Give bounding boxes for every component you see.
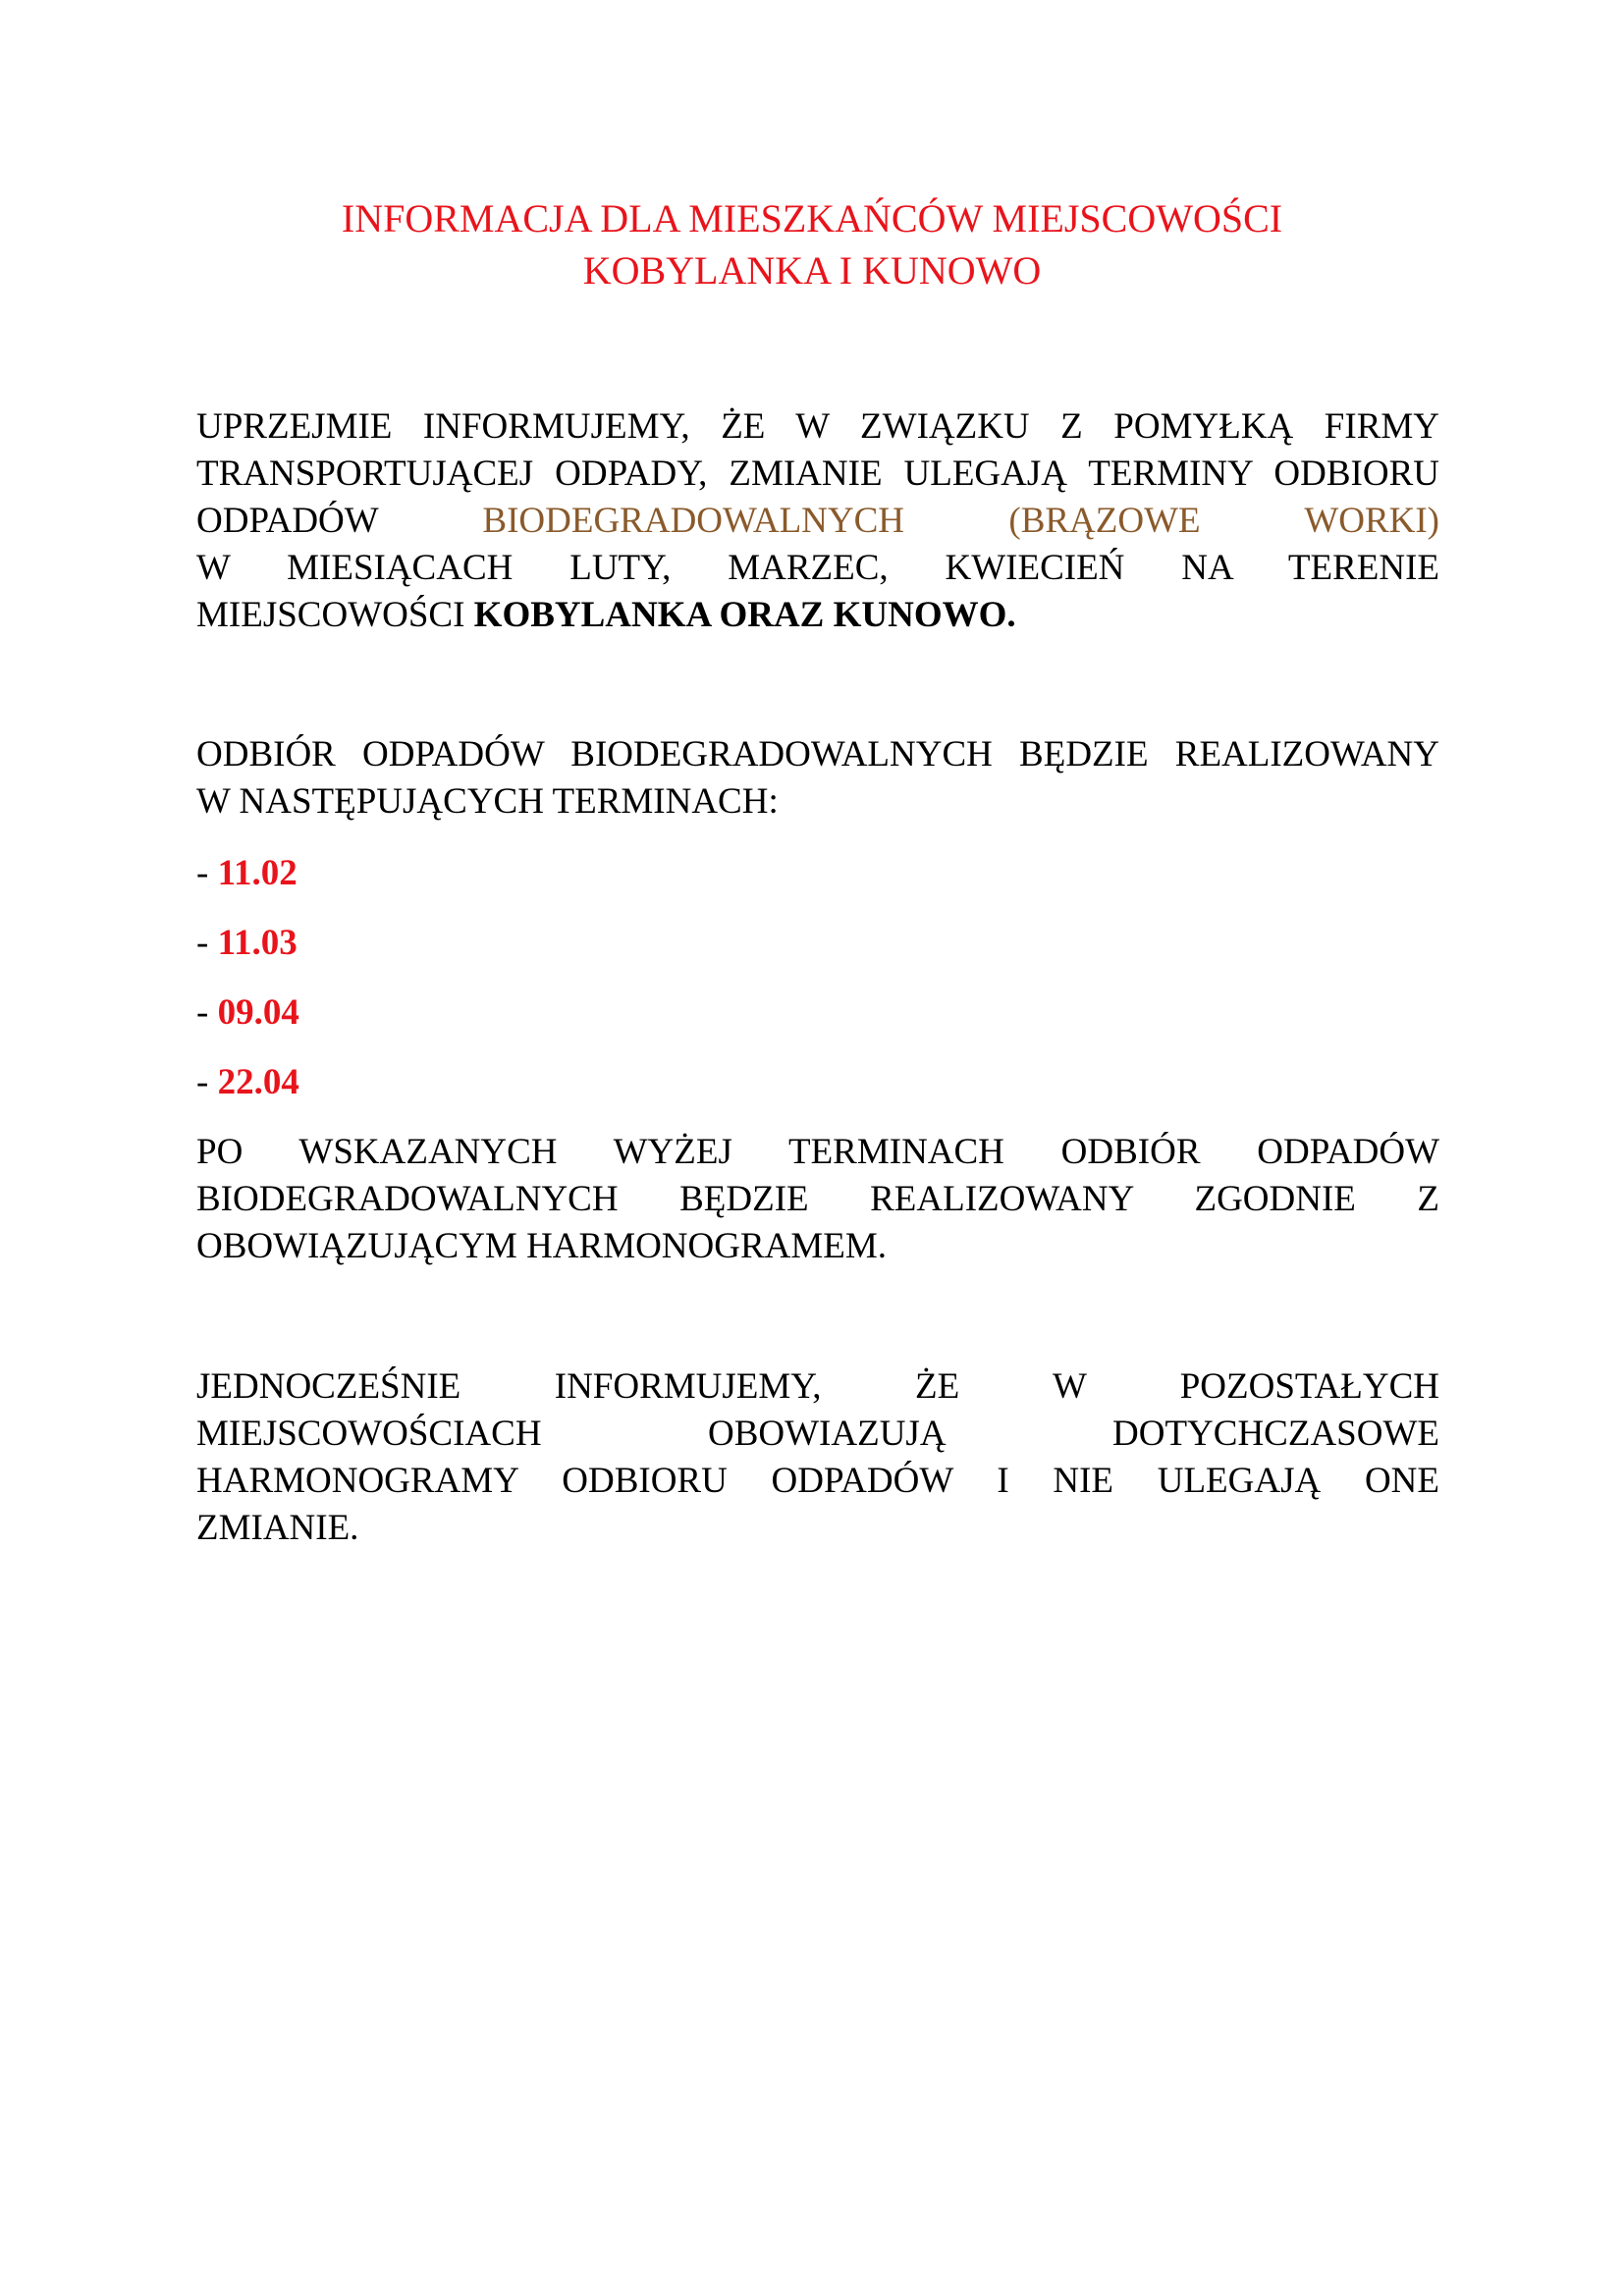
closing-line-1: JEDNOCZEŚNIE INFORMUJEMY, ŻE W POZOSTAŁYCH — [196, 1366, 1439, 1407]
date-dash: - — [196, 923, 218, 963]
intro-line-4: W MIESIĄCACH LUTY, MARZEC, KWIECIEŃ NA TERENIE — [196, 548, 1439, 588]
closing-line-2: MIEJSCOWOŚCIACH OBOWIAZUJĄ DOTYCHCZASOWE — [196, 1414, 1439, 1454]
intro-line-3-prefix: ODPADÓW — [196, 501, 379, 541]
schedule-intro-line-1: ODBIÓR ODPADÓW BIODEGRADOWALNYCH BĘDZIE REALIZOWANY — [196, 734, 1439, 774]
after-dates-line-3: OBOWIĄZUJĄCYM HARMONOGRAMEM. — [196, 1226, 888, 1266]
closing-line-4: ZMIANIE. — [196, 1508, 359, 1548]
intro-line-2: TRANSPORTUJĄCEJ ODPADY, ZMIANIE ULEGAJĄ TERMINY ODBIORU — [196, 454, 1439, 494]
date-value: 22.04 — [217, 1062, 299, 1102]
date-item — [196, 920, 298, 967]
date-dash: - — [196, 853, 218, 893]
title-line-2: KOBYLANKA I KUNOWO — [582, 248, 1042, 293]
date-value: 09.04 — [217, 992, 299, 1033]
brown-bags-text: BIODEGRADOWALNYCH (BRĄZOWE WORKI) — [482, 501, 1440, 541]
document-title — [196, 192, 1428, 296]
schedule-intro-paragraph — [196, 731, 1439, 826]
intro-paragraph — [196, 403, 1439, 639]
date-item — [196, 850, 298, 897]
schedule-intro-line-2: W NASTĘPUJĄCYCH TERMINACH: — [196, 781, 779, 822]
after-dates-line-1: PO WSKAZANYCH WYŻEJ TERMINACH ODBIÓR ODPADÓW — [196, 1132, 1439, 1172]
after-dates-paragraph — [196, 1129, 1439, 1270]
intro-line-1: UPRZEJMIE INFORMUJEMY, ŻE W ZWIĄZKU Z POMYŁKĄ FIRMY — [196, 406, 1439, 447]
after-dates-line-2: BIODEGRADOWALNYCH BĘDZIE REALIZOWANY ZGODNIE Z — [196, 1179, 1439, 1219]
title-line-1: INFORMACJA DLA MIESZKAŃCÓW MIEJSCOWOŚCI — [341, 196, 1283, 240]
locations-bold: KOBYLANKA ORAZ KUNOWO. — [473, 595, 1016, 635]
date-item — [196, 1059, 299, 1106]
intro-line-5-prefix: MIEJSCOWOŚCI — [196, 595, 474, 635]
date-item — [196, 989, 299, 1037]
date-dash: - — [196, 1062, 218, 1102]
date-value: 11.03 — [217, 923, 298, 963]
closing-line-3: HARMONOGRAMY ODBIORU ODPADÓW I NIE ULEGAJĄ ONE — [196, 1461, 1439, 1501]
intro-line-3 — [196, 498, 1439, 545]
closing-paragraph — [196, 1363, 1439, 1552]
intro-line-5 — [196, 592, 1439, 639]
date-value: 11.02 — [217, 853, 298, 893]
date-dash: - — [196, 992, 218, 1033]
